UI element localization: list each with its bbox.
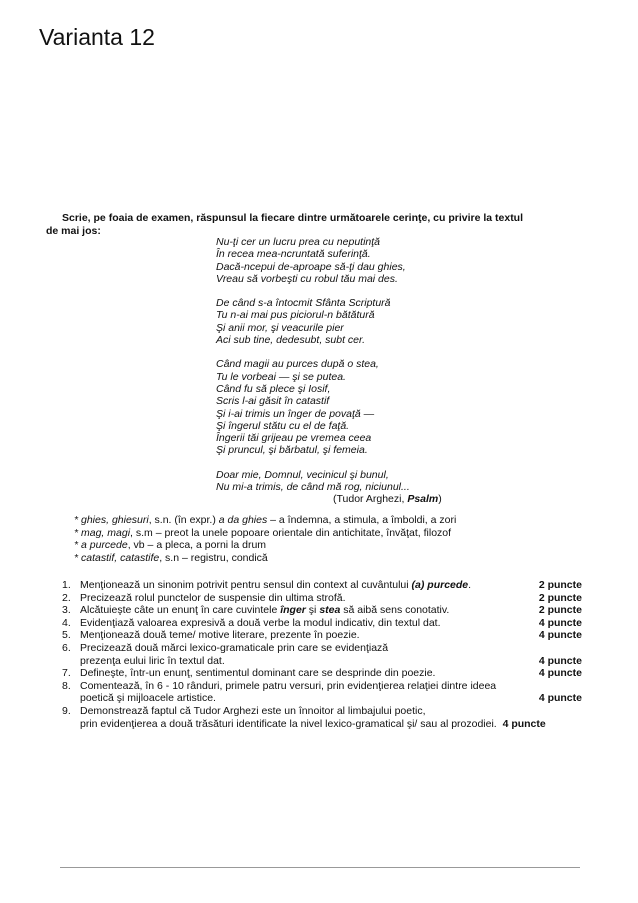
task-points: 2 puncte bbox=[538, 604, 582, 617]
task-points: 4 puncte bbox=[538, 654, 582, 667]
poem-attribution bbox=[216, 493, 516, 505]
task-item bbox=[62, 667, 582, 680]
task-text-cont: poetică şi mijloacele artistice. bbox=[80, 692, 216, 705]
task-text bbox=[80, 680, 528, 705]
task-item bbox=[62, 680, 582, 705]
poem-verse: Aci sub tine, dedesubt, subt cer. bbox=[216, 334, 366, 347]
glossary-expr: a da ghies bbox=[218, 514, 268, 526]
instructions-line-1: Scrie, pe foaia de examen, răspunsul la fiecare dintre următoarele cerinţe, cu privire la textul bbox=[62, 212, 524, 224]
task-number: 1. bbox=[62, 579, 71, 591]
task-emph: (a) purcede bbox=[411, 579, 469, 591]
task-number: 9. bbox=[62, 704, 71, 717]
glossary-term: * mag, magi bbox=[74, 526, 131, 539]
poem-stanza-4 bbox=[216, 469, 516, 494]
glossary-def: , s.m – preot la unele popoare orientale din antichitate, învăţat, filozof bbox=[130, 526, 452, 539]
task-number: 6. bbox=[62, 641, 71, 654]
footer-divider bbox=[60, 867, 580, 868]
poem-verse: Când magii au purces după o stea, bbox=[216, 358, 379, 371]
attribution-author: (Tudor Arghezi, bbox=[333, 493, 408, 506]
task-text-after: să aibă sens conotativ. bbox=[340, 604, 450, 617]
glossary-rest: – a îndemna, a stimula, a îmboldi, a zori bbox=[267, 514, 457, 526]
task-text bbox=[80, 705, 582, 730]
task-text bbox=[80, 604, 528, 617]
task-number: 5. bbox=[62, 629, 71, 642]
task-item bbox=[62, 617, 582, 630]
poem-verse: Şi îngerul stătu cu el de faţă. bbox=[216, 419, 350, 432]
task-item bbox=[62, 579, 582, 592]
task-text: Menţionează două teme/ motive literare, prezente în poezie. bbox=[80, 629, 360, 642]
task-item bbox=[62, 604, 582, 617]
glossary-term: * catastif, catastife bbox=[74, 551, 160, 564]
glossary-item bbox=[74, 552, 594, 565]
task-number: 4. bbox=[62, 616, 71, 629]
poem-verse: Tu le vorbeai — şi se putea. bbox=[216, 370, 346, 383]
glossary-def: , vb – a pleca, a porni la drum bbox=[127, 539, 267, 551]
glossary-item bbox=[74, 527, 594, 540]
task-text-main: Demonstrează faptul că Tudor Arghezi este un înnoitor al limbajului poetic, bbox=[80, 704, 426, 717]
poem-verse: Îngerii tăi grijeau pe vremea ceea bbox=[216, 432, 372, 445]
task-emph: stea bbox=[319, 604, 341, 617]
task-item bbox=[62, 705, 582, 730]
poem-verse: Şi i-ai trimis un înger de povaţă — bbox=[216, 407, 375, 420]
instructions-line-2: de mai jos: bbox=[46, 225, 101, 237]
task-text-main: Comentează, în 6 - 10 rânduri, primele patru versuri, prin evidenţierea relaţiei dintre ideea bbox=[80, 679, 497, 692]
task-text-main: Alcătuieşte câte un enunţ în care cuvintele bbox=[80, 604, 281, 617]
task-text: Precizează rolul punctelor de suspensie din ultima strofă. bbox=[80, 591, 346, 604]
task-points: 4 puncte bbox=[538, 692, 582, 705]
task-text-main: Precizează două mărci lexico-gramaticale prin care se evidenţiază bbox=[80, 641, 389, 654]
poem-verse: Şi anii mor, şi veacurile pier bbox=[216, 321, 344, 334]
poem-stanza-1 bbox=[216, 236, 516, 285]
task-points: 4 puncte bbox=[502, 717, 546, 730]
glossary-item bbox=[74, 539, 594, 552]
poem bbox=[216, 236, 516, 506]
attribution-close: ) bbox=[438, 493, 442, 506]
task-item bbox=[62, 592, 582, 605]
task-text-main: Menţionează un sinonim potrivit pentru sensul din context al cuvântului bbox=[80, 579, 412, 591]
instructions bbox=[46, 212, 582, 238]
task-number: 2. bbox=[62, 591, 71, 604]
attribution-title: Psalm bbox=[407, 493, 439, 506]
poem-verse: Când fu să plece şi Iosif, bbox=[216, 382, 331, 395]
task-number: 3. bbox=[62, 604, 71, 617]
poem-verse: Nu-ţi cer un lucru prea cu neputinţă bbox=[216, 236, 381, 248]
task-points: 4 puncte bbox=[538, 629, 582, 642]
task-list bbox=[62, 579, 582, 730]
poem-stanza-3 bbox=[216, 358, 516, 456]
task-text bbox=[80, 579, 528, 592]
poem-verse: Tu n-ai mai pus piciorul-n bătătură bbox=[216, 309, 375, 322]
poem-verse: Şi pruncul, şi bărbatul, şi femeia. bbox=[216, 444, 368, 457]
glossary bbox=[74, 514, 594, 564]
task-points: 2 puncte bbox=[538, 579, 582, 591]
poem-verse: Doar mie, Domnul, vecinicul şi bunul, bbox=[216, 468, 389, 481]
task-text-cont: prezenţa eului liric în textul dat. bbox=[80, 654, 225, 667]
task-number: 8. bbox=[62, 679, 71, 692]
task-text: Defineşte, într-un enunţ, sentimentul dominant care se desprinde din poezie. bbox=[80, 667, 436, 680]
task-text: Evidenţiază valoarea expresivă a două verbe la modul indicativ, din textul dat. bbox=[80, 616, 441, 629]
poem-stanza-2 bbox=[216, 297, 516, 346]
task-text bbox=[80, 642, 528, 667]
poem-verse: De când s-a întocmit Sfânta Scriptură bbox=[216, 297, 391, 310]
task-points: 2 puncte bbox=[538, 591, 582, 604]
task-points: 4 puncte bbox=[538, 616, 582, 629]
poem-verse: Dacă-ncepui de-aproape să-ţi dau ghies, bbox=[216, 260, 406, 273]
task-text-cont: prin evidenţierea a două trăsături identificate la nivel lexico-gramatical şi/ sau al prozodiei. bbox=[80, 717, 497, 730]
glossary-item bbox=[74, 514, 594, 527]
poem-verse: Nu mi-a trimis, de când mă rog, niciunul... bbox=[216, 481, 410, 494]
poem-verse: În recea mea-ncruntată suferinţă. bbox=[216, 248, 371, 261]
task-text-after: şi bbox=[305, 604, 320, 617]
glossary-term: * ghies, ghiesuri bbox=[74, 514, 149, 526]
task-emph: înger bbox=[280, 604, 306, 617]
glossary-def: , s.n. (în expr.) bbox=[148, 514, 219, 526]
page-title: Varianta 12 bbox=[39, 24, 155, 50]
task-text-after: . bbox=[468, 579, 472, 591]
glossary-term: * a purcede bbox=[74, 539, 128, 551]
task-points: 4 puncte bbox=[538, 667, 582, 680]
poem-verse: Scris l-ai găsit în catastif bbox=[216, 395, 330, 408]
glossary-def: , s.n – registru, condică bbox=[159, 551, 268, 564]
task-item bbox=[62, 629, 582, 642]
poem-verse: Vreau să vorbeşti cu robul tău mai des. bbox=[216, 272, 398, 285]
task-number: 7. bbox=[62, 667, 71, 680]
task-item bbox=[62, 642, 582, 667]
